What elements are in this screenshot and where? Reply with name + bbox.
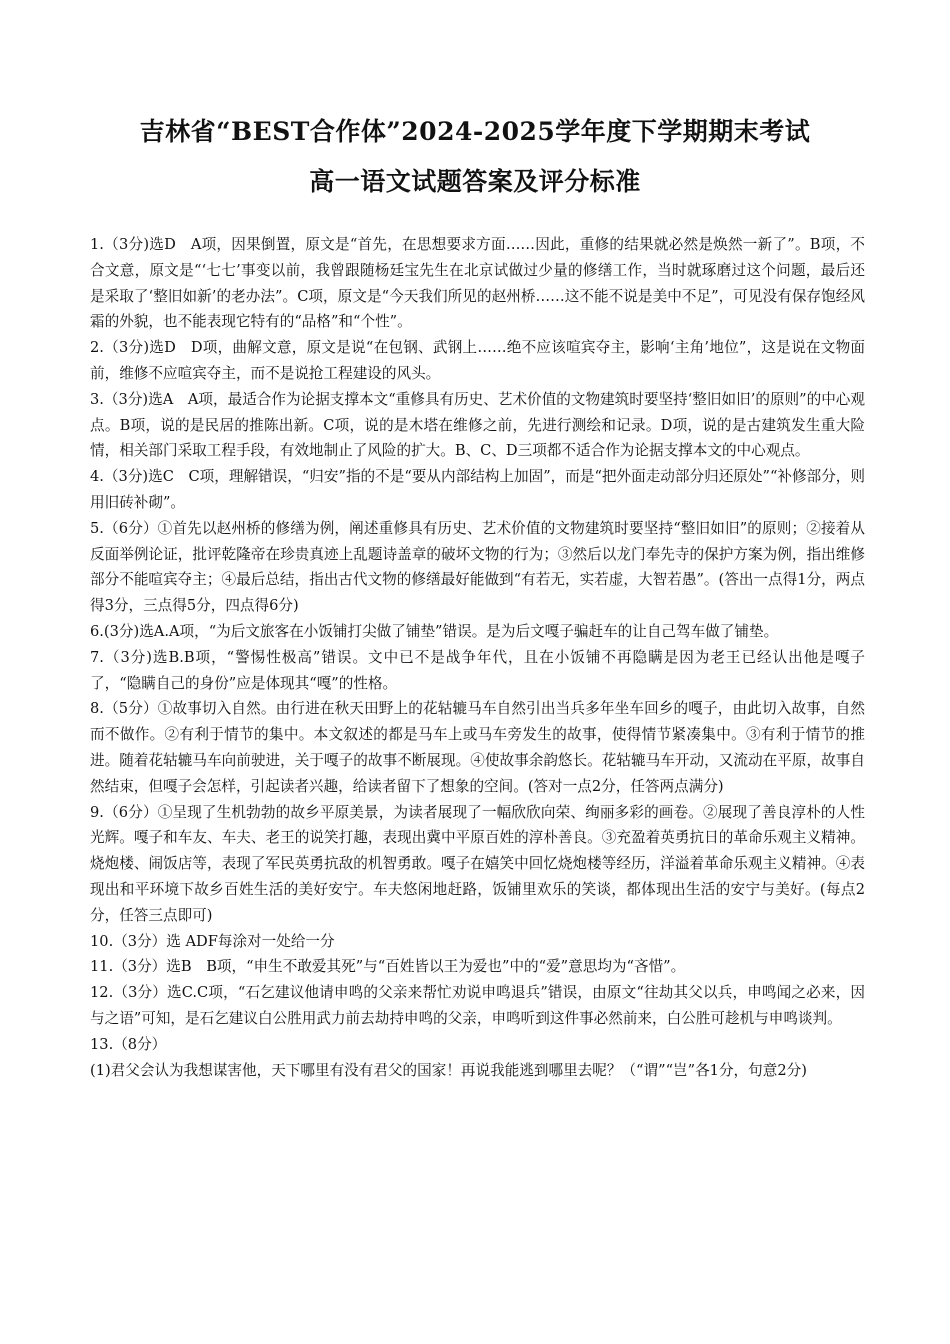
answer-12: 12.（3分）选C.C项，“石乞建议他请申鸣的父亲来帮忙劝说申鸣退兵”错误，由原文“往劫其父以兵，申鸣闻之必来，因与之语”可知，是石乞建议白公胜用武力前去劫持申鸣的父亲，申鸣听到这件事必然前来，白公胜可趁机与申鸣谈判。 [90, 984, 865, 1027]
answer-8: 8.（5分）①故事切入自然。由行进在秋天田野上的花轱辘马车自然引出当兵多年坐车回乡的嘎子，由此切入故事，自然而不做作。②有利于情节的集中。本文叙述的都是马车上或马车旁发生的故事，使得情节紧凑集中。③有利于情节的推进。随着花轱辘马车向前驶进，关于嘎子的故事不断展现。④使故事余韵悠长。花轱辘马车开动，又流动在平原，故事自然结束，但嘎子会怎样，引起读者兴趣，给读者留下了想象的空间。(答对一点2分，任答两点满分) [90, 700, 865, 795]
document-subtitle: 高一语文试题答案及评分标准 [309, 167, 641, 196]
answer-11: 11.（3分）选B B项，“申生不敢爱其死”与“百姓皆以王为爱也”中的“爱”意思均为“吝惜”。 [90, 958, 686, 976]
answer-1: 1.（3分)选D A项，因果倒置，原文是“首先，在思想要求方面……因此，重修的结果就必然是焕然一新了”。B项，不合文意，原文是“‘七七’事变以前，我曾跟随杨廷宝先生在北京试做过少量的修缮工作，当时就琢磨过这个问题，最后还是采取了‘整旧如新’的老办法”。C项，原文是“今天我们所见的赵州桥……这不能不说是美中不足”，可见没有保存饱经风霜的外貌，也不能表现它特有的“品格”和“个性”。 [90, 236, 865, 331]
answer-10: 10.（3分）选 ADF每涂对一处给一分 [90, 932, 335, 950]
answer-9: 9.（6分）①呈现了生机勃勃的故乡平原美景，为读者展现了一幅欣欣向荣、绚丽多彩的画卷。②展现了善良淳朴的人性光辉。嘎子和车友、车夫、老王的说笑打趣，表现出冀中平原百姓的淳朴善良。③充盈着英勇抗日的革命乐观主义精神。烧炮楼、闹饭店等，表现了军民英勇抗敌的机智勇敢。嘎子在嬉笑中回忆烧炮楼等经历，洋溢着革命乐观主义精神。④表现出和平环境下故乡百姓生活的美好安宁。车夫悠闲地赶路，饭铺里欢乐的笑谈，都体现出生活的安宁与美好。(每点2分，任答三点即可) [90, 803, 865, 924]
document-title: 吉林省“BEST合作体”2024-2025学年度下学期期末考试 [139, 117, 811, 146]
answer-13-heading: 13.（8分） [90, 1035, 167, 1053]
answer-5: 5.（6分）①首先以赵州桥的修缮为例，阐述重修具有历史、艺术价值的文物建筑时要坚持“整旧如旧”的原则；②接着从反面举例论证，批评乾隆帝在珍贵真迹上乱题诗盖章的破坏文物的行为；③然后以龙门奉先寺的保护方案为例，指出维修部分不能喧宾夺主；④最后总结，指出古代文物的修缮最好能做到“有若无，实若虚，大智若愚”。(答出一点得1分，两点得3分，三点得5分，四点得6分) [90, 519, 865, 615]
answer-7: 7.（3分)选B.B项，“警惕性极高”错误。文中已不是战争年代，且在小饭铺不再隐瞒是因为老王已经认出他是嘎子了，“隐瞒自己的身份”应是体现其“嘎”的性格。 [90, 648, 865, 692]
answer-6: 6.(3分)选A.A项，“为后文旅客在小饭铺打尖做了铺垫”错误。是为后文嘎子骗赶车的让自己驾车做了铺垫。 [90, 622, 779, 640]
answer-3: 3.（3分)选A A项，最适合作为论据支撑本文“重修具有历史、艺术价值的文物建筑时要坚持‘整旧如旧’的原则”的中心观点。B项，说的是民居的推陈出新。C项，说的是木塔在维修之前，先进行测绘和记录。D项，说的是古建筑发生重大险情，相关部门采取工程手段，有效地制止了风险的扩大。B、C、D三项都不适合作为论据支撑本文的中心观点。 [90, 390, 865, 460]
answer-4: 4.（3分)选C C项，理解错误，“归安”指的不是“要从内部结构上加固”，而是“把外面走动部分归还原处”“补修部分，则用旧砖补砌”。 [90, 468, 865, 511]
answer-13-part-1: (1)君父会认为我想谋害他，天下哪里有没有君父的国家！再说我能逃到哪里去呢？（“谓”“岂”各1分，句意2分) [90, 1061, 807, 1079]
answer-list [90, 232, 865, 1083]
answer-2: 2.（3分)选D D项，曲解文意，原文是说“在包钢、武钢上……绝不应该喧宾夺主，影响‘主角’地位”，这是说在文物面前，维修不应喧宾夺主，而不是说抢工程建设的风头。 [90, 339, 865, 382]
